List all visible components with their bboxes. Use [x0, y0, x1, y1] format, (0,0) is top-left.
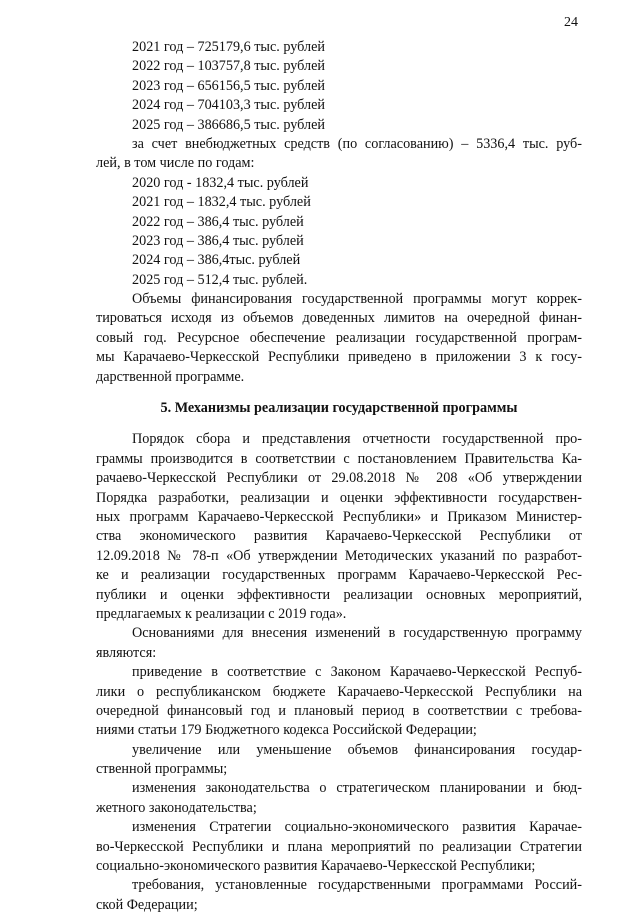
extrabudget-block — [96, 135, 582, 290]
paragraph-line: Основаниями для внесения изменений в государственную программу — [132, 625, 582, 642]
item-line: изменения Стратегии социально-экономического развития Карачае- — [132, 819, 582, 836]
procedure-paragraph — [96, 430, 582, 624]
section-title: 5. Механизмы реализации государственной программы — [160, 400, 518, 417]
item-line: лики о республиканском бюджете Карачаево-Черкесской Республики на — [96, 683, 582, 700]
financing-line: 2025 год – 386686,5 тыс. рублей — [132, 116, 325, 133]
paragraph-line: являются: — [96, 644, 157, 661]
grounds-item — [96, 779, 582, 818]
item-line: ской Федерации; — [96, 896, 198, 913]
paragraph-line: Порядок сбора и представления отчетности государственной про- — [132, 431, 582, 448]
extrabudget-year: 2023 год – 386,4 тыс. рублей — [132, 232, 304, 249]
item-line: очередной финансовый год и плановый период в соответствии с требова- — [96, 702, 582, 719]
extrabudget-line: за счет внебюджетных средств (по согласованию) – 5336,4 тыс. руб- — [132, 135, 582, 152]
paragraph-line: Порядка разработки, реализации и оценки эффективности государствен- — [96, 489, 582, 506]
item-line: социально-экономического развития Карачаево-Черкесской Республики; — [96, 858, 536, 875]
financing-line: 2023 год – 656156,5 тыс. рублей — [132, 77, 325, 94]
item-line: увеличение или уменьшение объемов финансирования государ- — [132, 741, 582, 758]
extrabudget-year: 2020 год - 1832,4 тыс. рублей — [132, 174, 309, 191]
item-line: ниями статьи 179 Бюджетного кодекса Российской Федерации; — [96, 722, 477, 739]
paragraph-line: совый год. Ресурсное обеспечение реализации государственной програм- — [96, 329, 582, 346]
paragraph-line: 12.09.2018 № 78-п «Об утверждении Методических указаний по разработ- — [96, 547, 582, 564]
paragraph-line: мы Карачаево-Черкесской Республики приведено в приложении 3 к госу- — [96, 349, 582, 366]
extrabudget-year: 2025 год – 512,4 тыс. рублей. — [132, 271, 308, 288]
document-content — [96, 38, 582, 915]
paragraph-line: дарственной программе. — [96, 368, 245, 385]
page-number: 24 — [564, 15, 578, 30]
item-line: жетного законодательства; — [96, 799, 257, 816]
item-line: приведение в соответствие с Законом Карачаево-Черкесской Респуб- — [132, 664, 582, 681]
paragraph-line: ке и реализации государственных программ Карачаево-Черкесской Рес- — [96, 567, 582, 584]
financing-line: 2024 год – 704103,3 тыс. рублей — [132, 97, 325, 114]
extrabudget-year: 2021 год – 1832,4 тыс. рублей — [132, 194, 311, 211]
paragraph-line: ства экономического развития Карачаево-Черкесской Республики от — [96, 528, 582, 545]
grounds-item — [96, 663, 582, 741]
extrabudget-line: лей, в том числе по годам: — [96, 155, 255, 172]
paragraph-line: ных программ Карачаево-Черкесской Республики» и Приказом Министер- — [96, 508, 582, 525]
grounds-item — [96, 876, 582, 915]
paragraph-line: предлагаемых к реализации с 2019 года». — [96, 605, 347, 622]
paragraph-line: Объемы финансирования государственной программы могут коррек- — [132, 291, 582, 308]
extrabudget-year: 2022 год – 386,4 тыс. рублей — [132, 213, 304, 230]
grounds-list — [96, 663, 582, 915]
item-line: изменения законодательства о стратегическом планировании и бюд- — [132, 780, 582, 797]
grounds-paragraph — [96, 624, 582, 663]
item-line: ственной программы; — [96, 761, 228, 778]
paragraph-line: граммы производится в соответствии с постановлением Правительства Ка- — [96, 450, 582, 467]
item-line: во-Черкесской Республики и плана мероприятий по реализации Стратегии — [96, 838, 582, 855]
grounds-item — [96, 818, 582, 876]
extrabudget-year: 2024 год – 386,4тыс. рублей — [132, 252, 301, 269]
volumes-paragraph — [96, 290, 582, 387]
item-line: требования, установленные государственными программами Россий- — [132, 877, 582, 894]
financing-line: 2021 год – 725179,6 тыс. рублей — [132, 39, 325, 55]
paragraph-line: публики и оценки эффективности реализации основных мероприятий, — [96, 586, 582, 603]
grounds-item — [96, 741, 582, 780]
paragraph-line: рачаево-Черкесской Республики от 29.08.2018 № 208 «Об утверждении — [96, 470, 582, 487]
financing-line: 2022 год – 103757,8 тыс. рублей — [132, 58, 325, 75]
paragraph-line: тироваться исходя из объемов доведенных лимитов на очередной финан- — [96, 310, 582, 327]
financing-years-list — [96, 38, 582, 135]
